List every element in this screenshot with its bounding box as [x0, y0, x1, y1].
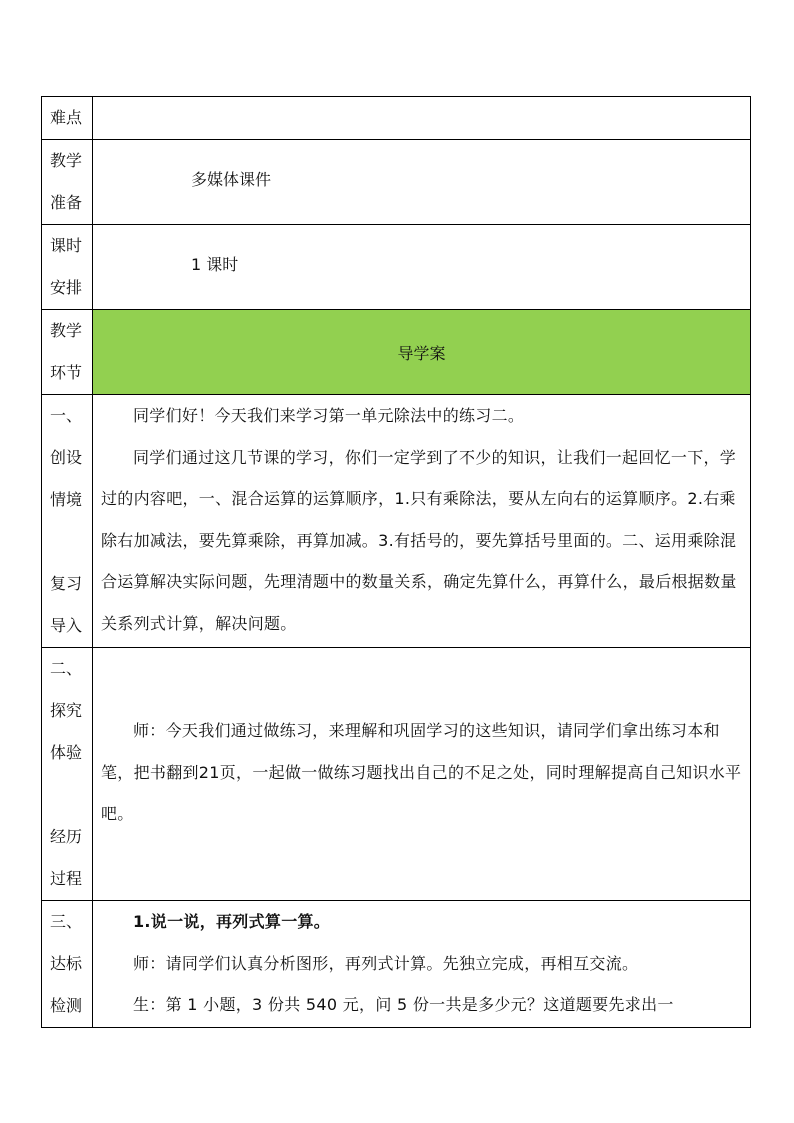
- label-line: 检测: [50, 996, 83, 1015]
- label-section-3: [42, 901, 93, 1028]
- label-line: 安排: [50, 278, 83, 297]
- label-line: 情境: [50, 490, 83, 509]
- prep-text: 多媒体课件: [191, 170, 272, 189]
- section-3-paragraph-teacher: 师：请同学们认真分析图形，再列式计算。先独立完成，再相互交流。: [133, 953, 639, 973]
- label-line: 经历: [50, 827, 83, 846]
- row-time: [42, 225, 751, 310]
- row-stage: [42, 310, 751, 395]
- label-line: 一、: [50, 406, 83, 425]
- row-section-1: [42, 395, 751, 648]
- label-line: [42, 521, 92, 563]
- label-line: 课时: [50, 236, 83, 255]
- label-line: 创设: [50, 448, 83, 467]
- row-section-2: [42, 648, 751, 901]
- content-time: [93, 225, 751, 310]
- label-line: 难点: [50, 108, 83, 127]
- section-1-paragraph-2: 同学们通过这几节课的学习，你们一定学到了不少的知识，让我们一起回忆一下，学过的内容吧，一、混合运算的运算顺序，1.只有乘除法，要从左向右的运算顺序。2.右乘除右加减法，要先算乘除，再算加减。3.有括号的，要先算括号里面的。二、运用乘除混合运算解决实际问题，先理清题中的数量关系，确定先算什么，再算什么，最后根据数量关系列式计算，解决问题。: [101, 447, 737, 633]
- label-line: [42, 774, 92, 816]
- label-line: 教学: [50, 321, 83, 340]
- label-difficulty: [42, 97, 93, 140]
- label-stage: [42, 310, 93, 395]
- stage-header: 导学案: [93, 310, 751, 395]
- label-line: 环节: [50, 363, 83, 382]
- content-section-1: [93, 395, 751, 648]
- label-line: 三、: [50, 912, 83, 931]
- row-section-3: [42, 901, 751, 1028]
- row-prep: [42, 140, 751, 225]
- label-line: 体验: [50, 743, 83, 762]
- content-section-2: [93, 648, 751, 901]
- section-3-paragraph-student: 生：第 1 小题，3 份共 540 元，问 5 份一共是多少元？这道题要先求出一: [133, 995, 674, 1015]
- label-line: 教学: [50, 151, 83, 170]
- time-text: 1 课时: [191, 255, 239, 274]
- label-section-1: [42, 395, 93, 648]
- content-section-3: [93, 901, 751, 1028]
- label-line: 导入: [50, 616, 83, 635]
- label-section-2: [42, 648, 93, 901]
- label-line: 探究: [50, 701, 83, 720]
- label-line: 准备: [50, 193, 83, 212]
- row-difficulty: [42, 97, 751, 140]
- section-3-exercise-title: 1.说一说，再列式算一算。: [133, 912, 331, 931]
- label-line: 过程: [50, 869, 83, 888]
- label-line: 复习: [50, 574, 83, 593]
- section-1-paragraph-1: 同学们好！今天我们来学习第一单元除法中的练习二。: [133, 406, 525, 425]
- content-difficulty: [93, 97, 751, 140]
- label-line: 达标: [50, 954, 83, 973]
- content-prep: [93, 140, 751, 225]
- section-2-paragraph-1: 师：今天我们通过做练习，来理解和巩固学习的这些知识，请同学们拿出练习本和笔，把书翻到21页，一起做一做练习题找出自己的不足之处，同时理解提高自己知识水平吧。: [101, 721, 742, 824]
- label-time: [42, 225, 93, 310]
- lesson-plan-table: [41, 96, 751, 1028]
- label-prep: [42, 140, 93, 225]
- label-line: 二、: [50, 659, 83, 678]
